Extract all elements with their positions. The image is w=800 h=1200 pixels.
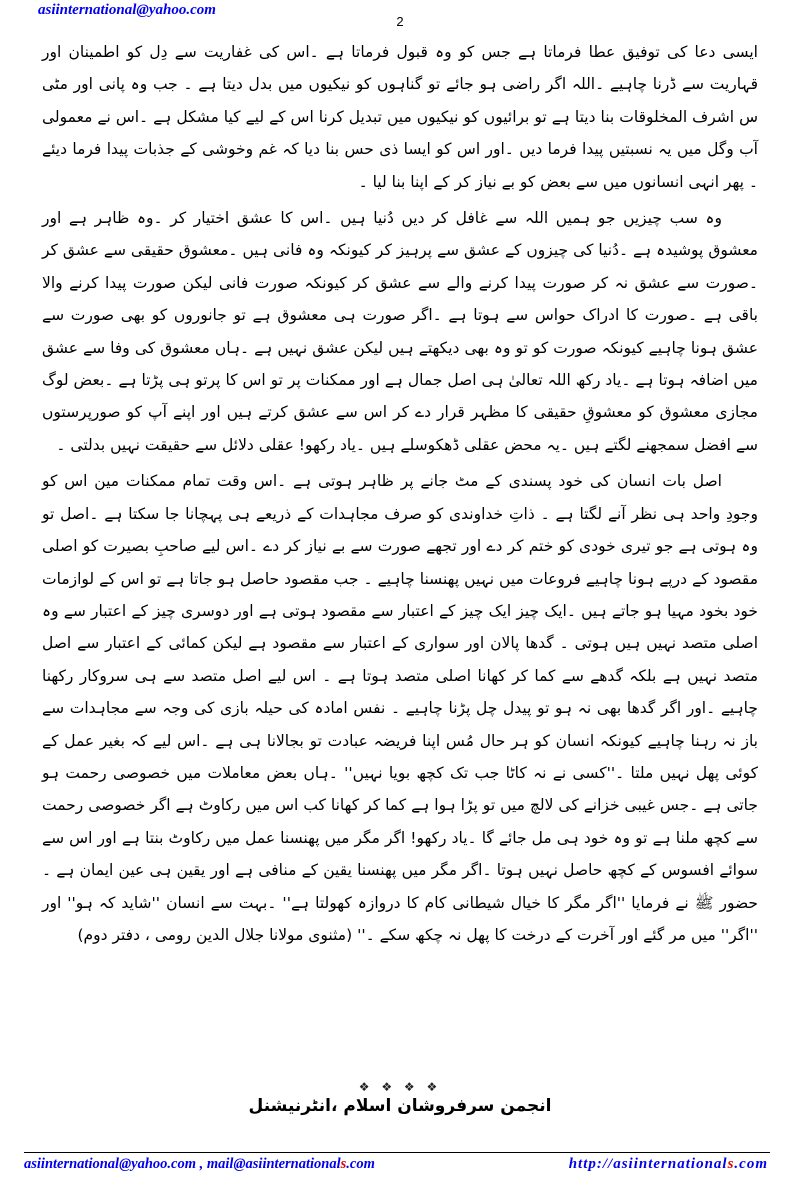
paragraph-3: اصل بات انسان کی خود پسندی کے مٹ جانے پر ظاہر ہوتی ہے ۔اس وقت تمام ممکنات مین اس کو وجودِ واحد ہی نظر آنے لگتا ہے ۔ ذاتِ خداوندی کو صرف مجاہدات کے ذریعے ہی پہچانا جا سکتا ہے ۔اصل تو وہ ہوتی ہے جو تیری خودی کو ختم کر دے اور تجھے صورت سے بے نیاز کر دے ۔اس لیے صاحبِ بصیرت کو اصلی مقصود کے درپے ہونا چاہیے فروعات میں نہیں پھنسنا چاہیے ۔ جب مقصود حاصل ہو جاتا ہے تو اس کے لوازمات خود بخود مہیا ہو جاتے ہیں ۔ایک چیز ایک چیز کے اعتبار سے مقصود ہوتی ہے اور دوسری چیز کے اعتبار سے وہ اصلی متصد نہیں ہیں ہوتی ۔ گدھا پالان اور سواری کے اعتبار سے مقصود ہے لیکن کمائی کے اعتبار سے اصل متصد نہیں ہے بلکہ گدھے سے کما کر کھانا اصلی متصد ہوتا ہے ۔ اس لیے اصل متصد سے ہی سروکار رکھنا چاہیے ۔اور اگر گدھا بھی نہ ہو تو پیدل چل پڑنا چاہیے ۔ نفس امادہ کی حیلہ بازی کی وجہ سے مجاہدات سے باز نہ رہنا چاہیے کیونکہ انسان کو ہر حال مُس اپنا فریضہ عبادت تو بجالانا ہی ہے ۔اس لیے کہ بغیر عمل کے کوئی پھل نہیں ملتا ۔''کسی نے نہ کاٹا جب تک کچھ بویا نہیں'' ۔ہاں بعض معاملات میں خصوصی رحمت ہو جاتی ہے ۔جس غیبی خزانے کی لالچ میں تو پڑا ہوا ہے کما کر کھانا کب اس میں رکاوٹ ہے اگر خصوصی رحمت سے کچھ ملنا ہے تو وہ خود ہی مل جائے گا ۔یاد رکھو! اگر مگر میں پھنسنا عمل میں رکاوٹ بنتا ہے اور اس سے سوائے افسوس کے کچھ حاصل نہیں ہوتا ۔اگر مگر میں پھنسنا یقین کے منافی ہے اور یقین ہی عین ایمان ہے ۔ حضور ﷺ نے فرمایا ''اگر مگر کا خیال شیطانی کام کا دروازہ کھولتا ہے'' ۔بہت سے انسان ''شاید کہ ہو'' اور ''اگر'' میں مر گئے اور آخرت کے درخت کا پھل نہ چکھ سکے ۔'' (مثنوی مولانا جلال الدین رومی ، دفتر دوم) <box>42 472 758 944</box>
footer-email-mail-suffix: .com <box>346 1156 375 1172</box>
footer-emails <box>24 1156 375 1173</box>
footer-url-red-s: s <box>727 1156 735 1172</box>
footer-divider <box>24 1152 770 1153</box>
footer-separator: , <box>196 1156 207 1172</box>
header-email[interactable]: asiinternational@yahoo.com <box>38 2 216 18</box>
paragraph-1: ایسی دعا کی توفیق عطا فرماتا ہے جس کو وہ قبول فرماتا ہے ۔اس کی غفاریت سے دِل کو اطمینان اور قہاریت سے ڈرنا چاہیے ۔اللہ اگر راضی ہو جائے تو گناہوں کو نیکیوں میں بدل دیتا ہے ۔ جب وہ پانی اور مٹی س اشرف المخلوقات بنا دیتا ہے تو برائیوں کو نیکیوں میں تبدیل کرنا اس کے لیے کیا مشکل ہے ۔اس نے معمولی آب وگل میں یہ نسبتیں پیدا فرما دیں ۔اور اس کو ایسا ذی حس بنا دیا کہ غم وخوشی کے جذبات پیدا فرما دیئے ۔ پھر انہی انسانوں میں سے بعض کو بے نیاز کر کے اپنا بنا لیا ۔ <box>42 43 758 191</box>
document-body <box>42 36 758 955</box>
footer-website-link[interactable] <box>569 1156 768 1173</box>
organization-name: انجمن سرفروشان اسلام ،انٹرنیشنل <box>248 1096 552 1116</box>
footer-email-mail-prefix: mail@asiinternational <box>206 1156 341 1172</box>
footer-url-prefix: http://asiinternational <box>568 1156 728 1172</box>
footer-url-suffix: .com <box>734 1156 768 1172</box>
ornament-divider: ❖ ❖ ❖ ❖ <box>358 1080 442 1094</box>
footer-email-yahoo[interactable]: asiinternational@yahoo.com <box>24 1156 196 1172</box>
footer-email-mail-red-s: s <box>340 1156 347 1172</box>
footer-email-mail[interactable] <box>207 1156 375 1172</box>
paragraph-2: وہ سب چیزیں جو ہمیں اللہ سے غافل کر دیں دُنیا ہیں ۔اس کا عشق اختیار کر ۔وہ ظاہر ہے اور معشوق پوشیدہ ہے ۔دُنیا کی چیزوں کے عشق سے پرہیز کر کیونکہ وہ فانی ہیں ۔معشوق حقیقی سے عشق کر ۔صورت سے عشق نہ کر صورت پیدا کرنے والے سے عشق کر کیونکہ صورت فانی لیکن صورت پیدا کرنے والا باقی ہے ۔صورت کا ادراک حواس سے ہوتا ہے ۔اگر صورت ہی معشوق ہے تو جانوروں کو بھی صورت سے عشق ہونا چاہیے کیونکہ صورت کو تو وہ بھی دیکھتے ہیں لیکن عشق نہیں ہے ۔ہاں معشوق کی وفا سے عشق میں اضافہ ہوتا ہے ۔یاد رکھ اللہ تعالیٰ ہی اصل جمال ہے اور ممکنات پر تو اس کا پرتو ہی پڑتا ہے ۔بعض لوگ مجازی معشوق کو معشوقِ حقیقی کا مظہر قرار دے کر اس سے عشق کرتے ہیں اور اپنے آپ کو صورپرستوں سے افضل سمجھنے لگتے ہیں ۔یہ محض عقلی ڈھکوسلے ہیں ۔یاد رکھو! عقلی دلائل سے حقیقت نہیں بدلتی ۔ <box>42 209 758 454</box>
page-number: 2 <box>396 14 404 29</box>
